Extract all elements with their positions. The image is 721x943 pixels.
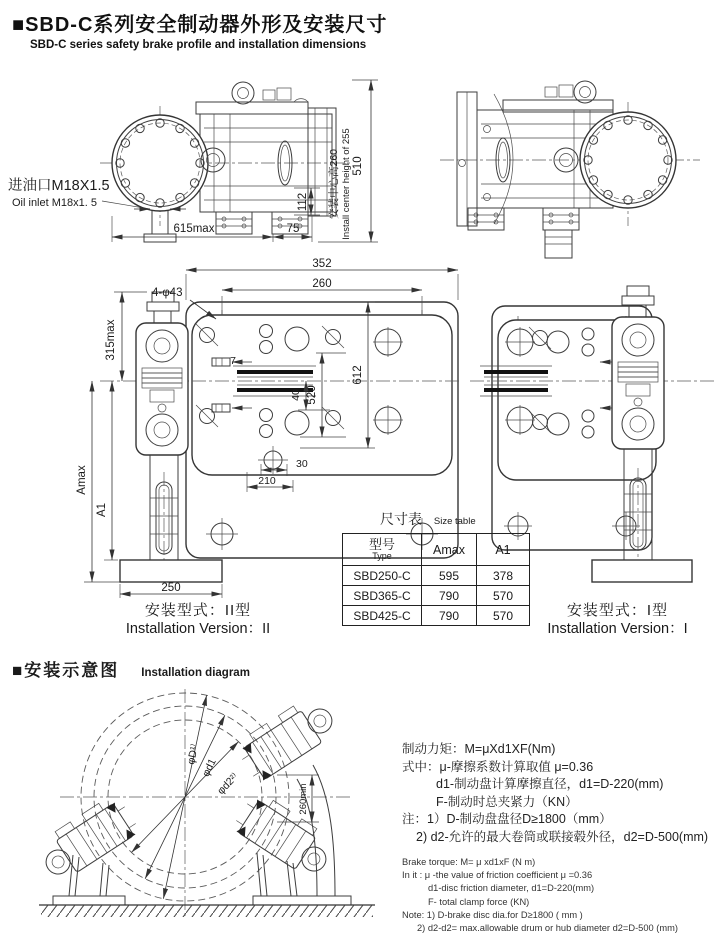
note-line: d1-disc friction diameter, d1=D-220(mm) bbox=[428, 883, 595, 894]
oil-inlet-label-en: Oil inlet M18x1. 5 bbox=[12, 197, 97, 209]
caption-version-i-en: Installation Version：I bbox=[547, 621, 688, 637]
cell-amax: 790 bbox=[422, 606, 477, 626]
notes-english bbox=[402, 856, 720, 935]
page-subtitle: SBD-C series safety brake profile and installation dimensions bbox=[30, 39, 367, 51]
note-line: Note: 1) D-brake disc dia.for D≥1800 ( mm ) bbox=[402, 909, 583, 920]
label-phi-d2: φd2²⁾ bbox=[214, 770, 241, 797]
install-title-en: Installation diagram bbox=[141, 667, 250, 679]
caption-version-i bbox=[515, 601, 720, 639]
installation-diagram bbox=[15, 685, 405, 943]
notes-chinese bbox=[402, 741, 720, 847]
table-row bbox=[343, 606, 530, 626]
col-header-type: 型号 Type bbox=[343, 534, 422, 566]
size-table bbox=[342, 533, 530, 626]
note-line: Brake torque: M= μ xd1xF (N m) bbox=[402, 857, 536, 867]
page-header bbox=[12, 8, 387, 51]
note-line: F- total clamp force (KN) bbox=[428, 896, 530, 907]
size-table-title bbox=[380, 509, 530, 529]
dim-612: 612 bbox=[352, 365, 364, 385]
cell-amax: 595 bbox=[422, 566, 477, 586]
dim-315max: 315max bbox=[105, 319, 117, 361]
caption-version-ii-cn: 安装型式：II型 bbox=[144, 602, 252, 619]
note-line: 制动力矩：M=μXd1XF(Nm) bbox=[402, 742, 556, 756]
note-line: 注：1）D-制动盘盘径D≥1800（mm） bbox=[402, 812, 612, 827]
dim-7: 7 bbox=[230, 355, 236, 367]
dim-510: 510 bbox=[352, 156, 364, 176]
col-header-a1: A1 bbox=[477, 534, 530, 566]
size-table-title-cn: 尺寸表 bbox=[380, 511, 422, 527]
note-line: F-制动时总夹紧力（KN） bbox=[436, 794, 578, 809]
center-height-en: Install center height of 255 bbox=[341, 128, 352, 240]
size-table-title-en: Size table bbox=[433, 516, 476, 527]
dim-112: 112 bbox=[297, 192, 309, 212]
label-phi-d: φD¹⁾ bbox=[185, 743, 202, 766]
caption-version-i-cn: 安装型式：I型 bbox=[566, 602, 669, 619]
install-section-header bbox=[12, 656, 250, 681]
actuator-column-left bbox=[136, 292, 188, 455]
note-line: 2) d2-允许的最大卷筒或联接毂外径，d2=D-500(mm) bbox=[416, 829, 709, 844]
page-title: ■SBD-C系列安全制动器外形及安装尺寸 bbox=[12, 14, 388, 36]
cell-type: SBD425-C bbox=[343, 606, 422, 626]
side-view-right bbox=[440, 81, 700, 258]
brake-unit-upper-right bbox=[233, 692, 340, 784]
caption-version-ii bbox=[68, 601, 328, 639]
cell-a1: 378 bbox=[477, 566, 530, 586]
table-row bbox=[343, 586, 530, 606]
dim-260: 260 bbox=[312, 278, 332, 290]
note-line: In it : μ -the value of friction coefficient μ =0.36 bbox=[402, 870, 593, 881]
note-line: 式中：μ-摩擦系数计算取值 μ=0.36 bbox=[402, 759, 594, 774]
cell-type: SBD365-C bbox=[343, 586, 422, 606]
col-header-amax: Amax bbox=[422, 534, 477, 566]
table-row bbox=[343, 566, 530, 586]
side-view-left bbox=[100, 82, 350, 242]
dim-a1: A1 bbox=[96, 502, 108, 518]
side-view-drawings bbox=[0, 66, 721, 262]
oil-inlet-label-cn: 进油口M18X1.5 bbox=[8, 178, 110, 194]
dim-amax: Amax bbox=[76, 465, 88, 495]
cell-amax: 790 bbox=[422, 586, 477, 606]
dim-260min: 260min bbox=[298, 783, 309, 815]
label-phi-d1: φd1 bbox=[199, 756, 219, 779]
cell-a1: 570 bbox=[477, 606, 530, 626]
cell-type: SBD250-C bbox=[343, 566, 422, 586]
dim-30: 30 bbox=[296, 458, 308, 470]
note-line: 2) d2-d2= max.allowable drum or hub diameter d2=D-500 (mm) bbox=[417, 923, 678, 934]
dim-210: 210 bbox=[258, 475, 276, 487]
dim-40: 40 bbox=[290, 389, 302, 401]
caption-version-ii-en: Installation Version：II bbox=[125, 621, 271, 637]
dim-615max: 615max bbox=[173, 223, 215, 235]
dim-75: 75 bbox=[286, 223, 300, 235]
brake-unit-lower-right bbox=[231, 789, 338, 881]
install-title-cn: ■安装示意图 bbox=[12, 661, 120, 680]
dim-520: 520 bbox=[306, 385, 318, 405]
brake-unit-lower-left bbox=[33, 792, 140, 884]
center-height-cn: 安装中心高260 bbox=[328, 148, 340, 220]
note-line: d1-制动盘计算摩擦直径，d1=D-220(mm) bbox=[436, 777, 664, 792]
cell-a1: 570 bbox=[477, 586, 530, 606]
dim-250: 250 bbox=[161, 582, 181, 594]
dim-352: 352 bbox=[312, 258, 332, 270]
size-table-section bbox=[342, 509, 530, 626]
dim-4xphi43: 4-φ43 bbox=[152, 287, 183, 299]
